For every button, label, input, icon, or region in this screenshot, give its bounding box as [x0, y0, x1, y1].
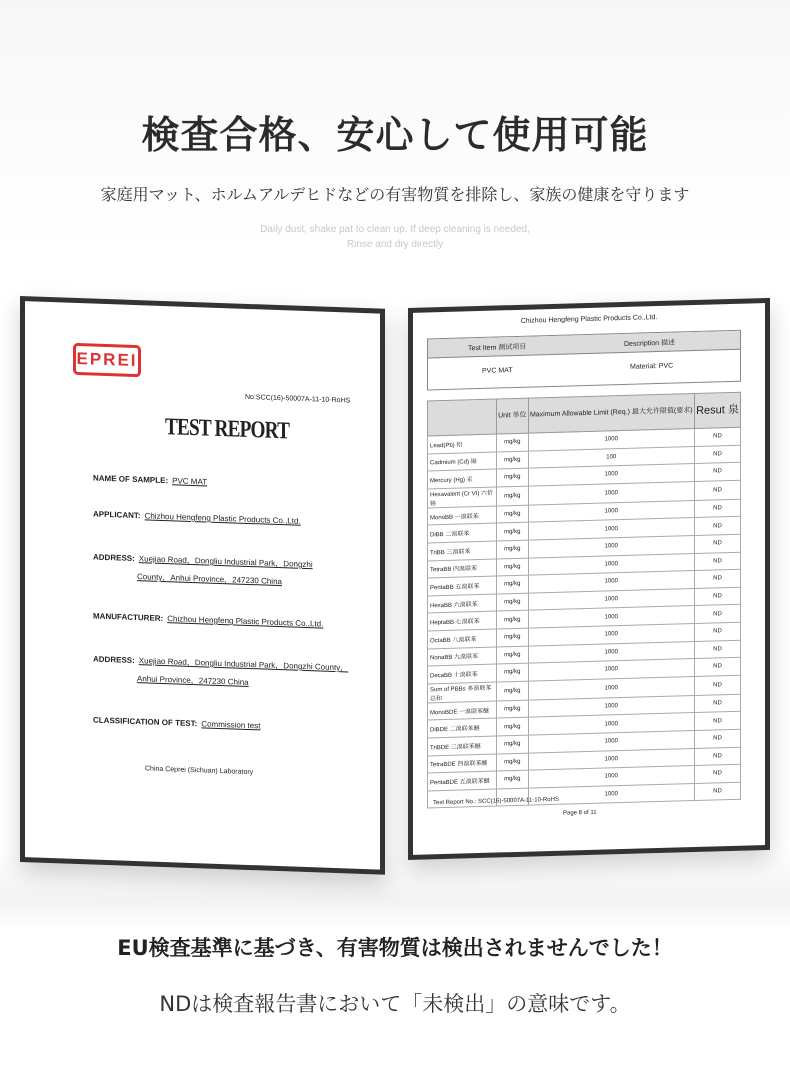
test-item-value: PVC MAT [482, 367, 513, 375]
address-2-line-2: Anhui Province，247230 China [137, 674, 249, 687]
address-field-1 [93, 552, 313, 587]
item-cell: Hexavalent (Cr VI) 六价铬 [428, 487, 497, 508]
unit-cell: mg/kg [497, 575, 529, 593]
limit-cell: 1000 [528, 518, 694, 540]
limit-cell: 1000 [528, 695, 694, 717]
result-cell: ND [694, 747, 740, 766]
report-number: No:SCC(16)-50007A-11-10-RoHS [245, 393, 351, 405]
result-cell: ND [694, 764, 740, 783]
manufacturer-value: Chizhou Hengfeng Plastic Products Co.,Ltd. [167, 614, 324, 629]
limit-cell: 1000 [528, 535, 694, 557]
unit-cell: mg/kg [497, 663, 529, 681]
limit-cell: 1000 [528, 659, 694, 681]
result-cell: ND [694, 534, 740, 553]
page-number: Page 8 of 11 [563, 809, 597, 817]
item-cell: DiBB 二溴联苯 [428, 523, 497, 543]
address-label-1: ADDRESS: [93, 552, 135, 564]
sample-value: PVC MAT [172, 476, 208, 487]
limit-cell: 1000 [528, 641, 694, 663]
unit-cell: mg/kg [497, 558, 529, 576]
result-cell: ND [694, 517, 740, 536]
result-cell: ND [694, 605, 740, 624]
result-cell: ND [694, 622, 740, 641]
limit-cell: 1000 [528, 464, 694, 486]
result-cell: ND [694, 480, 740, 500]
classification-label: CLASSIFICATION OF TEST: [93, 715, 198, 729]
limit-cell: 1000 [528, 571, 694, 593]
unit-column-header: Unit 单位 [497, 398, 529, 434]
description-header: Description 描述 [624, 339, 675, 348]
address-1-line-2: County，Anhui Province，247230 China [137, 572, 282, 587]
unit-cell: mg/kg [497, 505, 529, 523]
unit-cell: mg/kg [497, 700, 529, 718]
faint-caption-line-1: Daily dust, shake pat to clean up. If deep cleaning is needed, [260, 224, 530, 235]
limit-cell: 1000 [528, 676, 694, 700]
address-2-line-1: Xuejiao Road，Dongliu Industrial Park，Dongzhi County， [138, 656, 349, 673]
item-cell: OctaBB 八溴联苯 [428, 629, 497, 649]
limit-cell: 1000 [528, 500, 694, 522]
unit-cell: mg/kg [497, 468, 529, 486]
unit-cell: mg/kg [497, 646, 529, 664]
test-report-cover [20, 296, 385, 875]
unit-cell: mg/kg [497, 523, 529, 541]
item-cell: NonaBB 九溴联苯 [428, 647, 497, 667]
item-cell: PentaBB 五溴联苯 [428, 576, 497, 596]
unit-cell: mg/kg [497, 681, 529, 701]
limit-cell: 1000 [528, 748, 694, 770]
result-cell: ND [694, 782, 740, 801]
item-cell: DecaBB 十溴联苯 [428, 664, 497, 684]
item-cell: Lead(Pb) 铅 [428, 434, 497, 454]
unit-cell: mg/kg [497, 753, 529, 771]
unit-cell: mg/kg [497, 735, 529, 753]
item-cell: MonoBDE 一溴联苯醚 [428, 701, 497, 721]
report-footer: Test Report No.: SCC(16)-50007A-11-10-RoHS [433, 796, 559, 807]
eprei-logo: EPREI [73, 343, 141, 377]
result-cell: ND [694, 552, 740, 571]
sample-label: NAME OF SAMPLE: [93, 473, 169, 486]
address-field-2 [93, 654, 349, 687]
result-cell: ND [694, 712, 740, 731]
item-cell: MonoBB 一溴联苯 [428, 506, 497, 526]
unit-cell: mg/kg [497, 717, 529, 735]
result-cell: ND [694, 445, 740, 464]
result-cell: ND [694, 657, 740, 676]
result-cell: ND [694, 675, 740, 695]
limit-cell: 1000 [528, 783, 694, 805]
unit-cell: mg/kg [497, 433, 529, 451]
limit-cell: 1000 [528, 553, 694, 575]
result-cell: ND [694, 729, 740, 748]
test-item-header: Test Item 测试项目 [468, 343, 527, 353]
results-table [427, 392, 741, 809]
item-cell: TriBDE 三溴联苯醚 [428, 736, 497, 756]
limit-cell: 1000 [528, 481, 694, 505]
material-value: Material: PVC [630, 362, 674, 371]
item-cell: PentaBDE 五溴联苯醚 [428, 771, 497, 791]
item-cell: HeptaBB 七溴联苯 [428, 611, 497, 631]
page-title: 検査合格、安心して使用可能 [141, 113, 649, 157]
manufacturer-label: MANUFACTURER: [93, 611, 164, 624]
limit-cell: 100 [528, 446, 694, 468]
laboratory-name: China Ceprei (Sichuan) Laboratory [145, 765, 254, 777]
limit-cell: 1000 [528, 713, 694, 735]
sample-field [93, 474, 207, 487]
limit-cell: 1000 [528, 730, 694, 752]
result-cell: ND [694, 569, 740, 588]
unit-cell: mg/kg [497, 628, 529, 646]
item-cell: Mercury (Hg) 汞 [428, 469, 497, 489]
unit-cell: mg/kg [497, 486, 529, 506]
result-cell: ND [694, 640, 740, 659]
item-cell: TriBB 三溴联苯 [428, 541, 497, 561]
result-statement: EU検査基準に基づき、有害物質は検出されませんでした！ [117, 936, 673, 960]
manufacturer-field [93, 612, 323, 629]
unit-cell: mg/kg [497, 540, 529, 558]
company-header: Chizhou Hengfeng Plastic Products Co.,Ltd. [520, 314, 658, 325]
item-cell: Sum of PBBs 多溴联苯总和 [428, 682, 497, 703]
unit-cell: mg/kg [497, 610, 529, 628]
item-cell: TetraBDE 四溴联苯醚 [428, 754, 497, 774]
unit-cell: mg/kg [497, 593, 529, 611]
sample-info-box [427, 330, 741, 391]
nd-explanation: NDは検査報告書において「未検出」の意味です。 [159, 992, 631, 1016]
result-column-header: Resut 泉 [694, 392, 740, 428]
item-cell: TetraBB 四溴联苯 [428, 559, 497, 579]
classification-value: Commission test [201, 719, 261, 731]
result-cell: ND [694, 462, 740, 481]
limit-cell: 1000 [528, 766, 694, 788]
faint-caption-line-2: Rinse and dry directly [346, 239, 444, 250]
result-cell: ND [694, 587, 740, 606]
limit-column-header: Maximum Allowable Limit (Req.) 最大允许限值(要求) [528, 393, 694, 433]
item-cell: HexaBB 六溴联苯 [428, 594, 497, 614]
address-1-line-1: Xuejiao Road，Dongliu Industrial Park，Dongzhi [138, 554, 313, 570]
limit-cell: 1000 [528, 428, 694, 450]
item-cell: Cadmium (Cd) 镉 [428, 452, 497, 472]
result-cell: ND [694, 427, 740, 446]
limit-cell: 1000 [528, 623, 694, 645]
applicant-label: APPLICANT: [93, 509, 141, 521]
item-column-header [428, 399, 497, 436]
subtitle: 家庭用マット、ホルムアルデヒドなどの有害物質を排除し、家族の健康を守ります [100, 185, 690, 204]
unit-cell: mg/kg [497, 451, 529, 469]
unit-cell: mg/kg [497, 770, 529, 788]
item-cell: DiBDE 二溴联苯醚 [428, 718, 497, 738]
classification-field [93, 716, 260, 731]
report-title: TEST REPORT [165, 414, 290, 445]
applicant-field [93, 510, 301, 526]
result-cell: ND [694, 499, 740, 518]
result-cell: ND [694, 694, 740, 713]
test-results-page [408, 298, 770, 860]
address-label-2: ADDRESS: [93, 654, 135, 666]
applicant-value: Chizhou Hengfeng Plastic Products Co.,Ltd. [144, 511, 301, 526]
limit-cell: 1000 [528, 606, 694, 628]
limit-cell: 1000 [528, 588, 694, 610]
